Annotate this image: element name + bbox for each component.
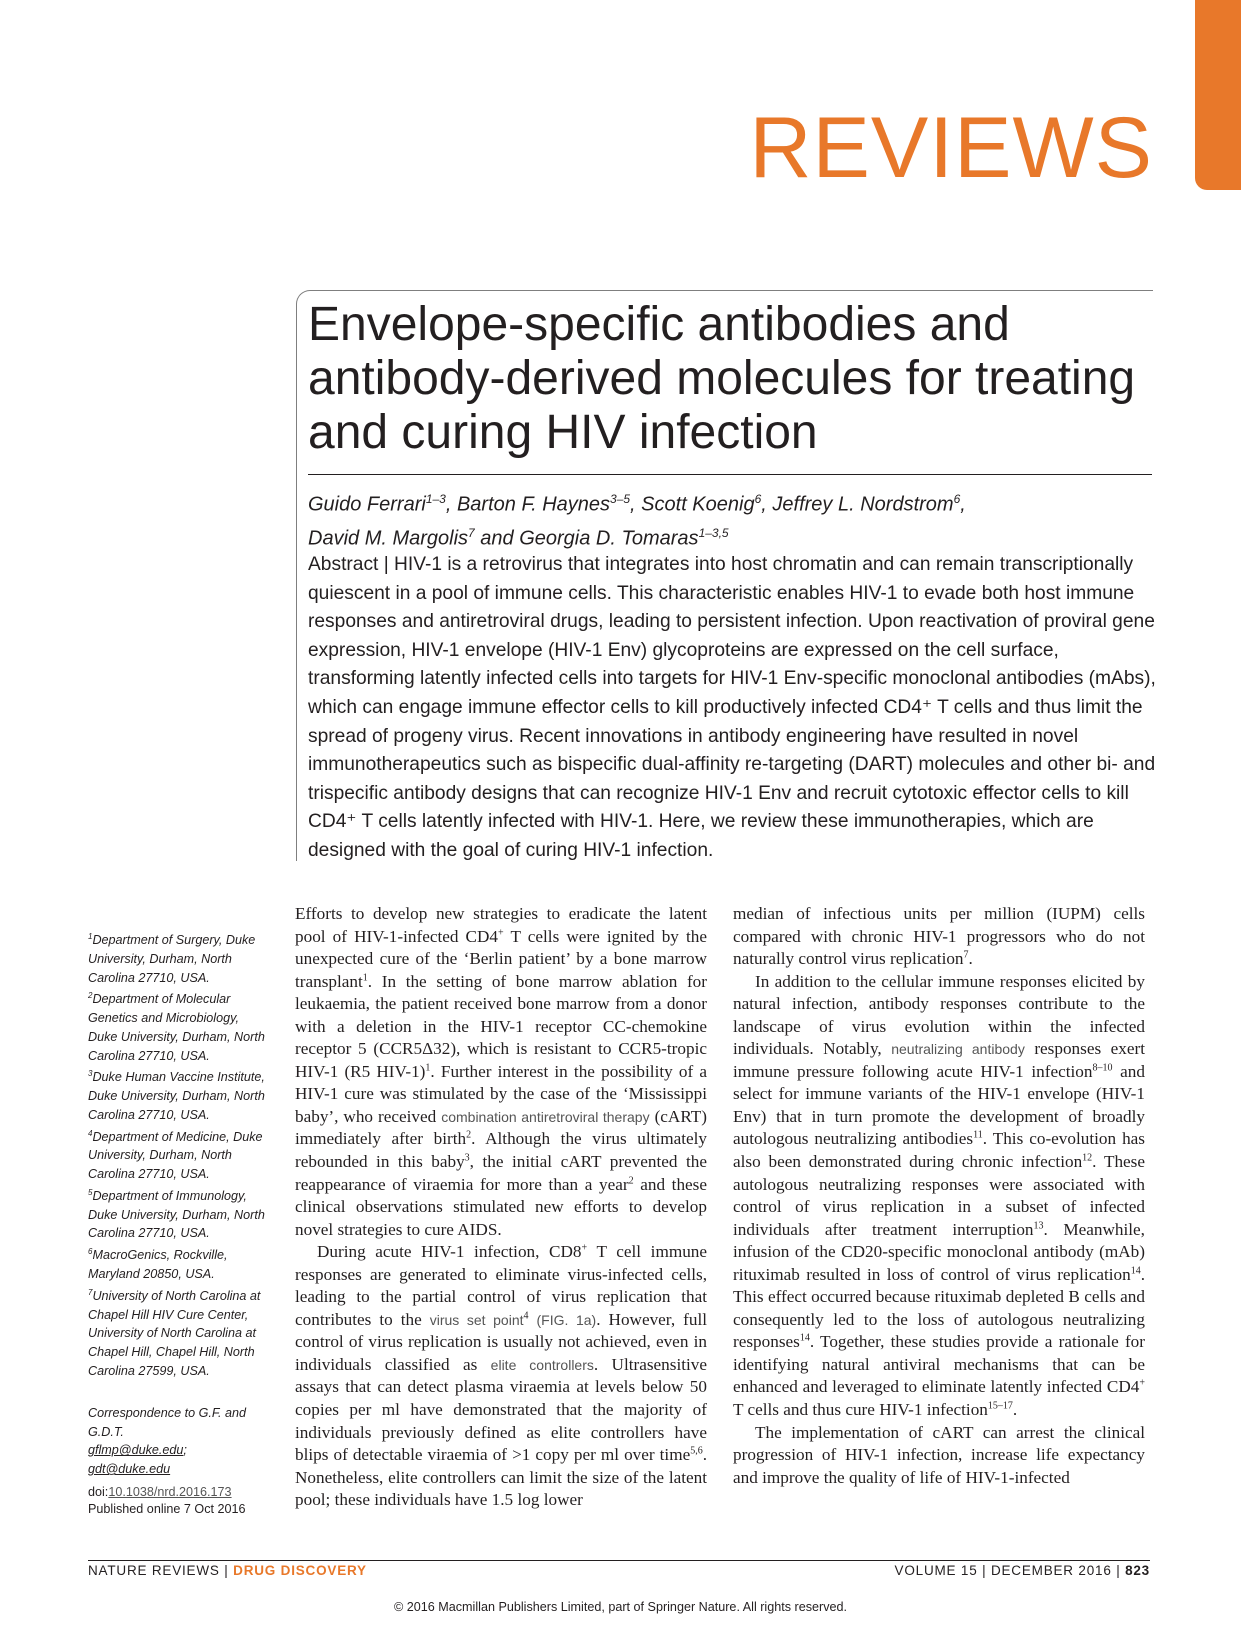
- email-link-1[interactable]: gflmp@duke.edu: [88, 1443, 184, 1458]
- footer-issue: [895, 1563, 1150, 1578]
- page-number: 823: [1125, 1563, 1150, 1578]
- paragraph: [295, 903, 707, 1241]
- text-run: T cell immune responses are generated to eliminate virus-infected cells, leading to the partial control of virus replication that contributes to the: [295, 1242, 708, 1329]
- author-affiliation-sup: 1–3: [425, 492, 446, 506]
- text-run: and these clinical observations stimulated new efforts to develop novel strategies to cure AIDS.: [295, 1174, 707, 1239]
- author-separator: ,: [761, 493, 773, 516]
- reference-sup: 2: [628, 1174, 634, 1186]
- reference-sup: +: [1139, 1377, 1145, 1389]
- text-run: In addition to the cellular immune responses elicited by natural infection, antibody responses contribute to the landscape of virus evolution within the infected individuals. Notably,: [733, 971, 1145, 1059]
- paragraph: [733, 903, 1145, 971]
- affiliation-number: 7: [88, 1287, 93, 1297]
- affiliations: [88, 928, 268, 1380]
- doi-prefix: doi:: [88, 1485, 109, 1499]
- affiliation-number: 2: [88, 991, 93, 1001]
- affiliation-item: [88, 1065, 268, 1124]
- correspondence: [88, 1404, 268, 1479]
- reference-sup: 14: [1130, 1265, 1141, 1277]
- text-run: .: [968, 949, 973, 969]
- doi-link[interactable]: 10.1038/nrd.2016.173: [108, 1485, 232, 1499]
- abstract-separator: |: [378, 554, 395, 575]
- glossary-term: (FIG. 1a): [536, 1311, 597, 1328]
- reference-sup: 8–10: [1092, 1062, 1113, 1074]
- affiliation-text: Duke Human Vaccine Institute, Duke University, Durham, North Carolina 27710, USA.: [88, 1070, 265, 1122]
- affiliation-text: Department of Surgery, Duke University, Durham, North Carolina 27710, USA.: [88, 933, 256, 985]
- affiliation-number: 4: [88, 1128, 93, 1138]
- footer-journal-name: DRUG DISCOVERY: [233, 1563, 367, 1578]
- text-run: . This co-evolution has also been demonstrated during chronic infection: [733, 1129, 1145, 1172]
- text-run: . Although the virus ultimately rebounded in this baby: [295, 1129, 707, 1172]
- paragraph: [295, 1241, 707, 1512]
- text-run: [529, 1310, 537, 1329]
- author-name: Barton F. Haynes: [456, 493, 611, 516]
- abstract-text: HIV-1 is a retrovirus that integrates into host chromatin and can remain transcriptionally quiescent in a pool of immune cells. This characteristic enables HIV-1 to evade both host immune responses and antiretroviral drugs, leading to persistent infection. Upon reactivation of proviral gene expression, HIV-1 envelope (HIV-1 Env) glycoproteins are expressed on the cell surface, transforming latently infected cells into targets for HIV-1 Env-specific monoclonal antibodies (mAbs), which can engage immune effector cells to kill productively infected CD4⁺ T cells and thus limit the spread of progeny virus. Recent innovations in antibody engineering have resulted in novel immunotherapeutics such as bispecific dual-affinity re-targeting (DART) molecules and other bi- and trispecific antibody designs that can recognize HIV-1 Env and recruit cytotoxic effector cells to kill CD4⁺ T cells latently infected with HIV-1. Here, we review these immunotherapies, which are designed with the goal of curing HIV-1 infection.: [308, 554, 1156, 861]
- reference-sup: 1: [425, 1062, 431, 1074]
- title-block: [308, 298, 1148, 460]
- section-tab-bar: [1195, 0, 1241, 190]
- author-name: Guido Ferrari: [308, 493, 426, 516]
- author-affiliation-sup: 3–5: [610, 492, 631, 506]
- copyright: © 2016 Macmillan Publishers Limited, part of Springer Nature. All rights reserved.: [393, 1600, 848, 1614]
- reference-sup: 14: [799, 1332, 810, 1344]
- reference-sup: 2: [466, 1129, 472, 1141]
- glossary-term: virus set point: [429, 1311, 524, 1328]
- reference-sup: 4: [523, 1310, 529, 1322]
- abstract-label: Abstract: [308, 554, 379, 575]
- affiliation-item: [88, 1243, 268, 1284]
- author-affiliation-sup: 6: [754, 492, 762, 506]
- text-run: and select for immune variants of the HIV-1 envelope (HIV-1 Env) that in turn promote the development of broadly autologous neutralizing antibodies: [733, 1061, 1145, 1149]
- correspondence-label: Correspondence to G.F. and G.D.T.: [88, 1406, 246, 1439]
- author-affiliation-sup: 6: [953, 492, 961, 506]
- text-run: T cells were ignited by the unexpected cure of the ‘Berlin patient’ by a bone marrow transplant: [295, 926, 707, 991]
- text-run: . Ultrasensitive assays that can detect plasma viraemia at levels below 50 copies per ml have demonstrated that the majority of individuals previously defined as elite controllers have blips of detectable viraemia of >1 copy per ml over time: [295, 1354, 708, 1465]
- reference-sup: +: [581, 1242, 588, 1254]
- reference-sup: 5,6: [690, 1445, 703, 1457]
- affiliation-item: [88, 987, 268, 1065]
- paragraph: [733, 1422, 1145, 1490]
- text-run: . These autologous neutralizing responses were associated with control of virus replication in a subset of infected individuals after treatment interruption: [733, 1152, 1145, 1239]
- affiliation-text: University of North Carolina at Chapel Hill HIV Cure Center, University of North Carolina at Chapel Hill, Chapel Hill, North Carolina 27599, USA.: [88, 1288, 261, 1378]
- author-name: David M. Margolis: [308, 527, 469, 550]
- affiliation-text: Department of Medicine, Duke University, Durham, North Carolina 27710, USA.: [88, 1129, 263, 1182]
- footer-date: DECEMBER 2016: [990, 1563, 1112, 1578]
- article-title: Envelope-specific antibodies and antibody-derived molecules for treating and curing HIV infection: [308, 298, 1136, 459]
- affiliation-item: [88, 1284, 268, 1381]
- affiliation-text: MacroGenics, Rockville, Maryland 20850, USA.: [88, 1248, 228, 1282]
- footer-publisher: NATURE REVIEWS: [88, 1563, 220, 1578]
- text-run: . Together, these studies provide a rationale for identifying natural antiviral mechanisms that can be enhanced and leveraged to eliminate latently infected CD4: [733, 1332, 1145, 1397]
- footer-volume: VOLUME 15: [894, 1563, 978, 1578]
- email-separator: ;: [183, 1443, 187, 1458]
- footer-journal: [88, 1563, 367, 1578]
- affiliation-item: [88, 928, 268, 987]
- author-name: Scott Koenig: [641, 493, 755, 516]
- author-separator: ,: [445, 493, 457, 516]
- text-run: .: [1012, 1400, 1018, 1420]
- author-list: [308, 485, 1148, 552]
- body-column-right: [733, 903, 1145, 1489]
- author-name: Jeffrey L. Nordstrom: [772, 493, 954, 516]
- text-run: The implementation of cART can arrest the clinical progression of HIV-1 infection, increase life expectancy and improve the quality of life of HIV-1-infected: [733, 1422, 1145, 1487]
- reference-sup: 12: [1082, 1152, 1093, 1164]
- reference-sup: 3: [464, 1152, 470, 1164]
- footer-separator: |: [977, 1563, 991, 1578]
- affiliation-text: Department of Molecular Genetics and Microbiology, Duke University, Durham, North Carolina 27710, USA.: [88, 992, 265, 1063]
- doi-block: [88, 1484, 288, 1518]
- glossary-term: combination antiretroviral therapy: [441, 1108, 650, 1125]
- email-link-2[interactable]: gdt@duke.edu: [88, 1462, 171, 1477]
- affiliation-number: 1: [88, 932, 93, 941]
- glossary-term: neutralizing antibody: [891, 1041, 1025, 1058]
- reference-sup: 7: [963, 949, 969, 961]
- title-rule: [308, 474, 1152, 475]
- text-run: During acute HIV-1 infection, CD8: [317, 1242, 582, 1262]
- text-run: Efforts to develop new strategies to eradicate the latent pool of HIV-1-infected CD4: [295, 904, 707, 946]
- author-separator: ,: [630, 493, 642, 516]
- reference-sup: +: [498, 926, 504, 938]
- reference-sup: 15–17: [987, 1400, 1013, 1412]
- section-label: REVIEWS: [749, 100, 1153, 196]
- reference-sup: 11: [973, 1129, 983, 1141]
- reference-sup: 13: [1033, 1219, 1044, 1231]
- affiliation-number: 6: [88, 1247, 93, 1257]
- footer-separator: |: [219, 1563, 234, 1578]
- text-run: . Meanwhile, infusion of the CD20-specific monoclonal antibody (mAb) rituximab resulted in loss of control of virus replication: [733, 1219, 1145, 1284]
- affiliation-item: [88, 1184, 268, 1243]
- text-run: median of infectious units per million (IUPM) cells compared with chronic HIV-1 progressors who do not naturally control virus replication: [733, 904, 1145, 969]
- author-line-2: [308, 519, 1148, 553]
- affiliation-text: Department of Immunology, Duke University, Durham, North Carolina 27710, USA.: [88, 1189, 265, 1241]
- text-run: . However, full control of virus replication is usually not achieved, even in individuals classified as: [295, 1309, 707, 1374]
- text-run: (cART) immediately after birth: [295, 1106, 708, 1149]
- text-run: . Further interest in the possibility of a HIV-1 cure was stimulated by the case of the ‘Mississippi baby’, who received: [295, 1061, 708, 1126]
- affiliation-number: 5: [88, 1187, 93, 1197]
- affiliation-number: 3: [88, 1069, 93, 1079]
- author-separator: and: [474, 527, 520, 550]
- author-affiliation-sup: 1–3,5: [698, 525, 729, 540]
- text-run: responses exert immune pressure following acute HIV-1 infection: [733, 1039, 1145, 1081]
- text-run: . In the setting of bone marrow ablation for leukaemia, the patient received bone marrow from a donor with a deletion in the HIV-1 receptor CC-chemokine receptor 5 (CCR5Δ32), which is resistant to CCR5-tropic HIV-1 (R5 HIV-1): [295, 971, 707, 1081]
- body-column-left: [295, 903, 707, 1512]
- text-run: , the initial cART prevented the reappearance of viraemia for more than a year: [295, 1152, 708, 1194]
- reference-sup: 1: [362, 971, 368, 983]
- text-run: T cells and thus cure HIV-1 infection: [733, 1400, 988, 1420]
- abstract: [308, 551, 1156, 866]
- footer-rule: [88, 1560, 1150, 1561]
- author-line-1: [308, 485, 1148, 519]
- glossary-term: elite controllers: [490, 1356, 594, 1373]
- text-run: . Nonetheless, elite controllers can limit the size of the latent pool; these individuals have 1.5 log lower: [295, 1445, 707, 1510]
- affiliation-item: [88, 1125, 268, 1184]
- text-run: . This effect occurred because rituximab depleted B cells and consequently led to the loss of autologous neutralizing responses: [733, 1264, 1145, 1352]
- paragraph: [733, 971, 1145, 1422]
- published-date: Published online 7 Oct 2016: [88, 1502, 246, 1516]
- footer-separator: |: [1111, 1563, 1126, 1578]
- author-name: Georgia D. Tomaras: [519, 527, 699, 550]
- author-affiliation-sup: 7: [468, 525, 475, 540]
- author-separator: ,: [960, 493, 966, 516]
